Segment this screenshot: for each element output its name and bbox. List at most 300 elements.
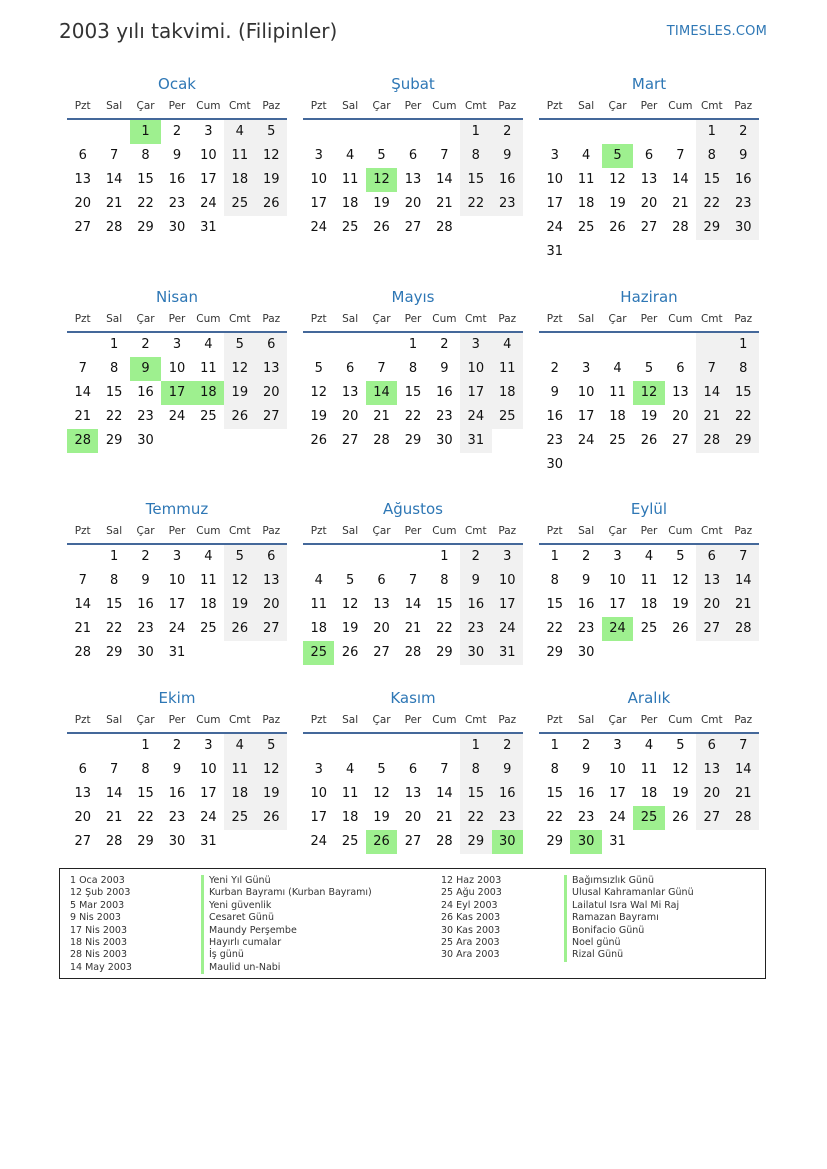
day-cell: 4	[581, 148, 591, 163]
day-cell: 6	[644, 148, 654, 163]
day-cell: 11	[609, 385, 626, 400]
weekday-header: Cmt	[460, 708, 491, 734]
day-cell: 23	[137, 621, 154, 636]
day-cell: 25	[224, 192, 255, 216]
day-cell: 13	[341, 385, 359, 400]
day-cell: 5	[314, 361, 323, 376]
day-cell: 12	[609, 172, 626, 187]
day-cell: 28	[436, 834, 453, 849]
day-cell: 15	[137, 172, 154, 187]
day-cell: 22	[105, 409, 123, 424]
weekday-header: Per	[161, 94, 192, 120]
weekday-header: Sal	[98, 519, 129, 545]
day-cell: 14	[105, 786, 123, 801]
holiday-day-cell: 9	[130, 357, 161, 381]
day-cell: 3	[204, 124, 213, 139]
weekday-header: Cmt	[696, 307, 727, 333]
day-cell: 24	[200, 196, 217, 211]
day-cell: 14	[728, 569, 759, 593]
day-cell: 8	[408, 361, 418, 376]
holiday-name: Ulusal Kahramanlar Günü	[564, 887, 694, 899]
day-cell: 14	[74, 597, 91, 612]
month-grid	[539, 94, 759, 264]
weekday-header: Cmt	[460, 94, 491, 120]
day-cell: 4	[224, 120, 255, 144]
month-name: Şubat	[391, 75, 435, 93]
day-cell: 12	[224, 357, 255, 381]
day-cell: 4	[492, 333, 523, 357]
day-cell: 12	[256, 144, 287, 168]
day-cell: 16	[460, 593, 491, 617]
weekday-header: Cum	[665, 307, 696, 333]
day-cell: 11	[577, 172, 595, 187]
holiday-day-cell: 17	[161, 381, 192, 405]
day-cell: 7	[78, 573, 87, 588]
day-cell: 9	[141, 573, 150, 588]
day-cell: 7	[109, 148, 119, 163]
day-cell: 9	[581, 762, 591, 777]
day-cell: 6	[345, 361, 355, 376]
day-cell: 20	[74, 810, 91, 825]
blank-cell	[633, 120, 664, 144]
day-cell: 28	[728, 806, 759, 830]
weekday-header: Pzt	[303, 708, 334, 734]
day-cell: 18	[492, 381, 523, 405]
day-cell: 14	[696, 381, 727, 405]
month-name: Ekim	[158, 689, 196, 707]
holiday-day-cell: 12	[366, 168, 397, 192]
holiday-day-cell: 28	[67, 429, 98, 453]
day-cell: 24	[168, 409, 186, 424]
day-cell: 10	[492, 569, 523, 593]
day-cell: 16	[137, 597, 154, 612]
day-cell: 9	[460, 569, 491, 593]
day-cell: 5	[676, 549, 685, 564]
blank-cell	[366, 734, 397, 758]
day-cell: 25	[341, 834, 359, 849]
day-cell: 19	[640, 409, 658, 424]
blank-cell	[539, 333, 570, 357]
day-cell: 9	[172, 762, 182, 777]
day-cell: 30	[460, 641, 491, 665]
holiday-name: Noel günü	[564, 937, 694, 949]
day-cell: 6	[696, 734, 727, 758]
day-cell: 22	[460, 192, 491, 216]
day-cell: 19	[609, 196, 626, 211]
day-cell: 2	[172, 738, 182, 753]
weekday-header: Sal	[334, 519, 365, 545]
day-cell: 25	[609, 433, 626, 448]
day-cell: 7	[728, 734, 759, 758]
holiday-name: Ramazan Bayramı	[564, 912, 694, 924]
holiday-day-cell: 25	[633, 806, 664, 830]
holiday-date: 14 May 2003	[70, 961, 132, 973]
day-cell: 9	[550, 385, 559, 400]
day-cell: 14	[672, 172, 689, 187]
day-cell: 5	[224, 333, 255, 357]
holiday-day-cell: 25	[303, 641, 334, 665]
day-cell: 21	[672, 196, 689, 211]
holiday-date: 12 Haz 2003	[441, 875, 502, 886]
weekday-header: Pzt	[67, 94, 98, 120]
weekday-header: Paz	[492, 307, 523, 333]
day-cell: 18	[341, 810, 359, 825]
day-cell: 1	[550, 549, 559, 564]
day-cell: 24	[546, 220, 563, 235]
day-cell: 17	[492, 593, 523, 617]
day-cell: 18	[224, 168, 255, 192]
day-cell: 15	[404, 385, 422, 400]
day-cell: 28	[373, 433, 390, 448]
day-cell: 4	[204, 337, 213, 352]
day-cell: 20	[256, 593, 287, 617]
weekday-header: Per	[161, 519, 192, 545]
day-cell: 1	[728, 333, 759, 357]
day-cell: 31	[460, 429, 491, 453]
day-cell: 14	[728, 758, 759, 782]
weekday-header: Pzt	[539, 94, 570, 120]
day-cell: 19	[672, 786, 689, 801]
day-cell: 24	[492, 617, 523, 641]
weekday-header: Paz	[492, 94, 523, 120]
weekday-header: Sal	[334, 94, 365, 120]
day-cell: 6	[377, 573, 386, 588]
day-cell: 5	[676, 738, 685, 753]
day-cell: 10	[310, 172, 327, 187]
holiday-date: 25 Ara 2003	[441, 936, 500, 948]
blank-cell	[98, 120, 129, 144]
day-cell: 23	[492, 192, 523, 216]
day-cell: 13	[74, 786, 91, 801]
day-cell: 3	[613, 549, 622, 564]
blank-cell	[303, 734, 334, 758]
day-cell: 15	[728, 381, 759, 405]
weekday-header: Çar	[130, 307, 161, 333]
month-grid	[67, 708, 287, 854]
month-grid	[539, 708, 759, 854]
day-cell: 16	[577, 786, 595, 801]
day-cell: 7	[728, 545, 759, 569]
day-cell: 4	[345, 148, 355, 163]
weekday-header: Çar	[366, 708, 397, 734]
day-cell: 2	[172, 124, 182, 139]
day-cell: 21	[373, 409, 390, 424]
day-cell: 2	[581, 738, 591, 753]
weekday-header: Çar	[602, 708, 633, 734]
blank-cell	[67, 545, 98, 569]
day-cell: 7	[440, 148, 449, 163]
holiday-date: 18 Nis 2003	[70, 936, 127, 948]
day-cell: 29	[728, 429, 759, 453]
day-cell: 21	[696, 405, 727, 429]
blank-cell	[539, 120, 570, 144]
day-cell: 12	[672, 573, 689, 588]
day-cell: 27	[341, 433, 359, 448]
month-grid	[303, 94, 523, 240]
day-cell: 4	[345, 762, 355, 777]
day-cell: 21	[74, 621, 91, 636]
day-cell: 16	[546, 409, 563, 424]
blank-cell	[67, 120, 98, 144]
holiday-date: 24 Eyl 2003	[441, 899, 498, 911]
day-cell: 30	[577, 645, 595, 660]
weekday-header: Cum	[665, 94, 696, 120]
day-cell: 18	[640, 786, 658, 801]
day-cell: 5	[256, 120, 287, 144]
day-cell: 21	[436, 196, 453, 211]
weekday-header: Pzt	[303, 94, 334, 120]
day-cell: 18	[640, 597, 658, 612]
weekday-header: Sal	[334, 708, 365, 734]
weekday-header: Cmt	[696, 519, 727, 545]
weekday-header: Paz	[256, 307, 287, 333]
holiday-name: Rizal Günü	[564, 949, 694, 961]
day-cell: 7	[676, 148, 685, 163]
day-cell: 30	[728, 216, 759, 240]
holiday-name: İş günü	[201, 949, 372, 961]
day-cell: 16	[137, 385, 154, 400]
day-cell: 2	[550, 361, 559, 376]
day-cell: 14	[105, 172, 123, 187]
holiday-date: 30 Ara 2003	[441, 949, 500, 961]
blank-cell	[366, 333, 397, 357]
day-cell: 3	[314, 762, 323, 777]
day-cell: 27	[672, 433, 689, 448]
day-cell: 8	[141, 148, 150, 163]
day-cell: 7	[440, 762, 449, 777]
day-cell: 5	[377, 762, 386, 777]
weekday-header: Per	[633, 94, 664, 120]
day-cell: 15	[105, 597, 123, 612]
holiday-name: Cesaret Günü	[201, 912, 372, 924]
blank-cell	[665, 120, 696, 144]
blank-cell	[602, 120, 633, 144]
holiday-names-col2	[564, 875, 694, 962]
weekday-header: Paz	[256, 519, 287, 545]
month-grid	[67, 519, 287, 665]
day-cell: 2	[492, 120, 523, 144]
day-cell: 3	[314, 148, 323, 163]
day-cell: 16	[168, 172, 186, 187]
day-cell: 27	[373, 645, 390, 660]
day-cell: 27	[404, 834, 422, 849]
day-cell: 6	[408, 762, 418, 777]
holiday-name: Maulid un-Nabi	[201, 962, 372, 974]
weekday-header: Per	[397, 519, 428, 545]
day-cell: 13	[404, 172, 422, 187]
day-cell: 12	[224, 569, 255, 593]
day-cell: 28	[728, 617, 759, 641]
blank-cell	[397, 734, 428, 758]
day-cell: 17	[460, 381, 491, 405]
day-cell: 7	[696, 357, 727, 381]
day-cell: 6	[696, 545, 727, 569]
weekday-header: Pzt	[539, 708, 570, 734]
weekday-header: Cum	[193, 307, 224, 333]
month-grid	[67, 307, 287, 453]
weekday-header: Cum	[429, 519, 460, 545]
blank-cell	[429, 734, 460, 758]
blank-cell	[303, 333, 334, 357]
day-cell: 8	[728, 357, 759, 381]
weekday-header: Cum	[193, 94, 224, 120]
blank-cell	[429, 120, 460, 144]
day-cell: 24	[168, 621, 186, 636]
day-cell: 23	[168, 810, 186, 825]
month-grid	[539, 307, 759, 477]
day-cell: 15	[546, 597, 563, 612]
day-cell: 6	[78, 148, 87, 163]
holiday-day-cell: 12	[633, 381, 664, 405]
brand-link[interactable]: TIMESLES.COM	[666, 24, 767, 39]
month-name: Nisan	[156, 288, 198, 306]
day-cell: 12	[341, 597, 359, 612]
weekday-header: Çar	[602, 94, 633, 120]
weekday-header: Sal	[570, 94, 601, 120]
holiday-date: 25 Ağu 2003	[441, 887, 502, 899]
month-12	[539, 686, 759, 854]
day-cell: 8	[460, 758, 491, 782]
holiday-date: 5 Mar 2003	[70, 899, 125, 911]
day-cell: 22	[137, 810, 154, 825]
month-name: Kasım	[390, 689, 436, 707]
day-cell: 28	[404, 645, 422, 660]
day-cell: 3	[460, 333, 491, 357]
day-cell: 11	[224, 758, 255, 782]
day-cell: 17	[200, 786, 217, 801]
day-cell: 22	[105, 621, 123, 636]
day-cell: 31	[200, 220, 217, 235]
day-cell: 22	[696, 192, 727, 216]
day-cell: 23	[577, 810, 595, 825]
weekday-header: Sal	[570, 708, 601, 734]
day-cell: 12	[310, 385, 327, 400]
holiday-date: 28 Nis 2003	[70, 949, 127, 961]
day-cell: 1	[408, 337, 418, 352]
blank-cell	[366, 545, 397, 569]
holiday-day-cell: 30	[492, 830, 523, 854]
day-cell: 2	[141, 337, 150, 352]
blank-cell	[570, 333, 601, 357]
day-cell: 10	[168, 573, 186, 588]
day-cell: 11	[224, 144, 255, 168]
day-cell: 3	[204, 738, 213, 753]
day-cell: 20	[74, 196, 91, 211]
day-cell: 14	[74, 385, 91, 400]
blank-cell	[366, 120, 397, 144]
day-cell: 25	[640, 621, 658, 636]
day-cell: 15	[696, 168, 727, 192]
holiday-name: Lailatul Isra Wal Mi Raj	[564, 900, 694, 912]
day-cell: 10	[200, 148, 217, 163]
day-cell: 25	[577, 220, 595, 235]
day-cell: 20	[404, 196, 422, 211]
month-11	[303, 686, 523, 854]
day-cell: 11	[200, 573, 217, 588]
day-cell: 26	[672, 621, 689, 636]
day-cell: 23	[137, 409, 154, 424]
day-cell: 25	[492, 405, 523, 429]
day-cell: 21	[105, 196, 123, 211]
weekday-header: Çar	[130, 519, 161, 545]
month-name: Mayıs	[391, 288, 435, 306]
weekday-header: Paz	[728, 519, 759, 545]
day-cell: 10	[200, 762, 217, 777]
month-name: Ağustos	[383, 500, 443, 518]
holiday-names-col1	[201, 875, 372, 974]
day-cell: 5	[377, 148, 386, 163]
day-cell: 18	[310, 621, 327, 636]
day-cell: 30	[546, 457, 563, 472]
day-cell: 11	[492, 357, 523, 381]
day-cell: 23	[492, 806, 523, 830]
blank-cell	[334, 333, 365, 357]
day-cell: 10	[460, 357, 491, 381]
weekday-header: Per	[397, 94, 428, 120]
weekday-header: Sal	[570, 307, 601, 333]
weekday-header: Cmt	[460, 519, 491, 545]
day-cell: 29	[546, 645, 563, 660]
weekday-header: Çar	[130, 708, 161, 734]
holiday-name: Maundy Perşembe	[201, 925, 372, 937]
day-cell: 18	[224, 782, 255, 806]
day-cell: 12	[256, 758, 287, 782]
day-cell: 21	[74, 409, 91, 424]
day-cell: 11	[640, 573, 658, 588]
blank-cell	[334, 545, 365, 569]
day-cell: 28	[105, 834, 123, 849]
day-cell: 15	[546, 786, 563, 801]
day-cell: 24	[310, 220, 327, 235]
day-cell: 3	[550, 148, 559, 163]
day-cell: 3	[172, 337, 182, 352]
weekday-header: Pzt	[67, 708, 98, 734]
blank-cell	[696, 333, 727, 357]
weekday-header: Sal	[570, 519, 601, 545]
day-cell: 13	[74, 172, 91, 187]
day-cell: 14	[436, 172, 453, 187]
holiday-day-cell: 14	[366, 381, 397, 405]
blank-cell	[397, 545, 428, 569]
day-cell: 22	[404, 409, 422, 424]
day-cell: 7	[377, 361, 386, 376]
day-cell: 9	[728, 144, 759, 168]
day-cell: 8	[550, 762, 559, 777]
day-cell: 6	[78, 762, 87, 777]
day-cell: 6	[408, 148, 418, 163]
day-cell: 19	[224, 381, 255, 405]
holiday-day-cell: 30	[570, 830, 601, 854]
day-cell: 2	[440, 337, 449, 352]
weekday-header: Paz	[256, 708, 287, 734]
day-cell: 11	[341, 786, 359, 801]
day-cell: 18	[577, 196, 595, 211]
holiday-day-cell: 1	[130, 120, 161, 144]
day-cell: 17	[310, 810, 327, 825]
day-cell: 10	[310, 786, 327, 801]
day-cell: 31	[609, 834, 626, 849]
weekday-header: Pzt	[303, 307, 334, 333]
weekday-header: Sal	[98, 708, 129, 734]
day-cell: 13	[696, 758, 727, 782]
month-10	[67, 686, 287, 854]
day-cell: 12	[672, 762, 689, 777]
day-cell: 24	[310, 834, 327, 849]
day-cell: 31	[168, 645, 186, 660]
weekday-header: Cmt	[696, 708, 727, 734]
day-cell: 26	[256, 806, 287, 830]
day-cell: 10	[609, 573, 626, 588]
